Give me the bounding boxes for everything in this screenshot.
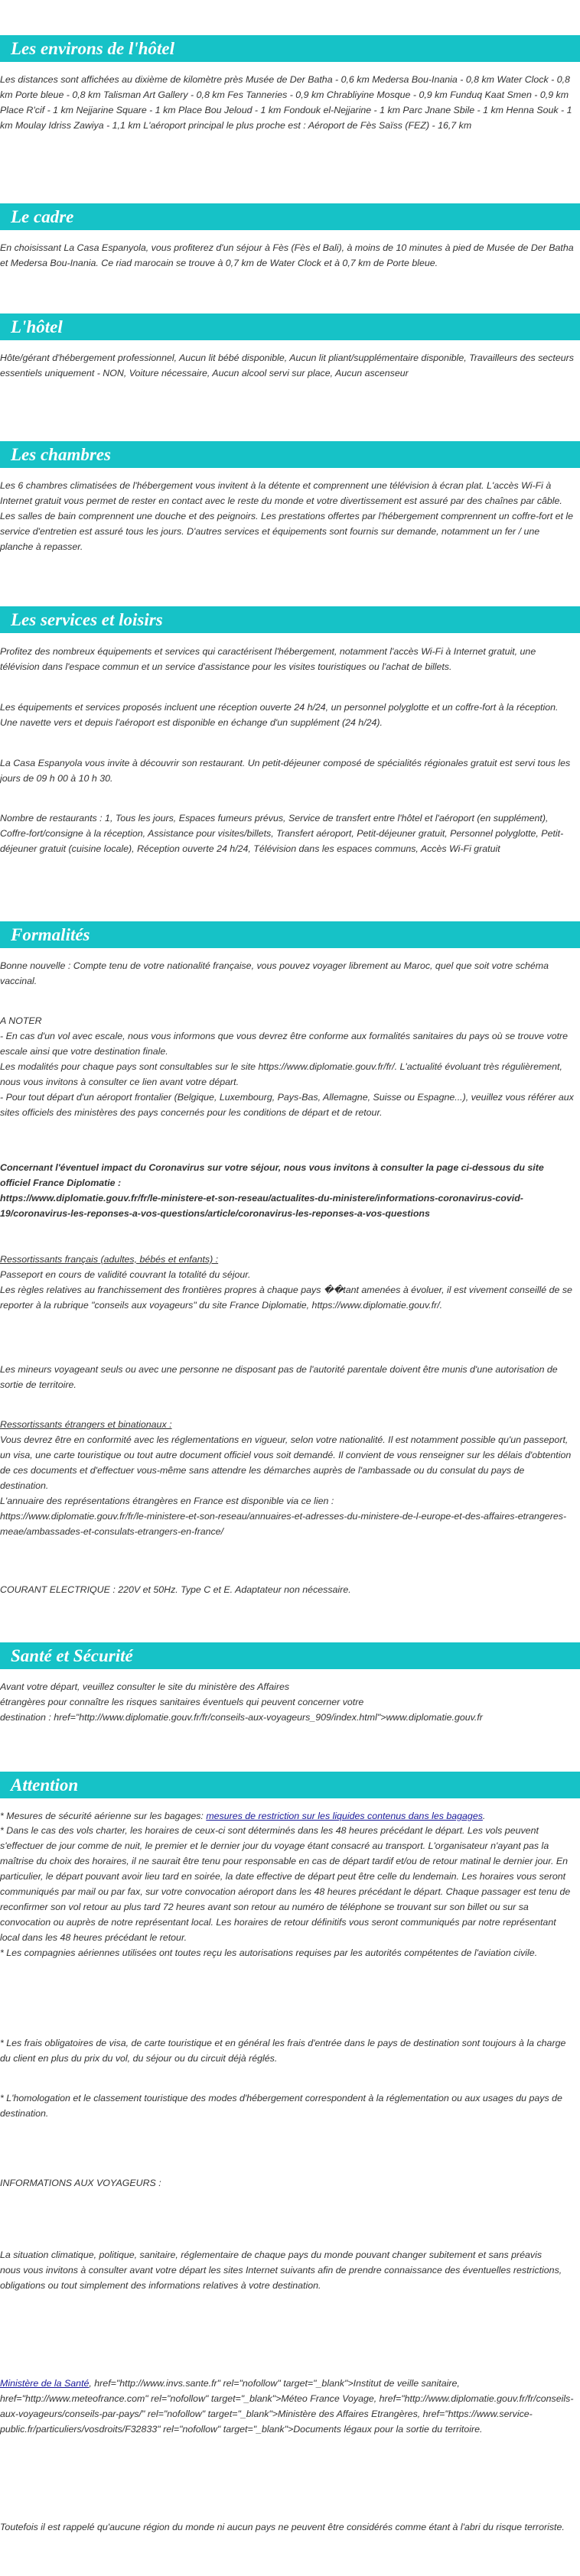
section-title-environs: Les environs de l'hôtel (0, 35, 580, 62)
attention-homologation: * L'homologation et le classement touristique des modes d'hébergement correspondent à la réglementation ou aux usages du pays de destination. (0, 2093, 565, 2119)
environs-text: Les distances sont affichées au dixième de kilomètre près Musée de Der Batha - 0,6 km Medersa Bou-Inania - 0,8 km Water Clock - 0,8 km Porte bleue - 0,8 km Talisman Art Gallery - 0,8 km Fes Tanneries - 0,9 km Chrabliyine Mosque - 0,9 km Funduq Kaat Smen - 0,9 km Place R'cif - 1 km Nejjarine Square - 1 km Place Bou Jeloud - 1 km Fondouk el-Nejjarine - 1 km Parc Jnane Sbile - 1 km Henna Souk - 1 km Moulay Idriss Zawiya - 1,1 km L'aéroport principal le plus proche est : Aéroport de Fès Saïss (FEZ) - 16,7 km (0, 74, 575, 131)
services-text-1: Profitez des nombreux équipements et services qui caractérisent l'hébergement, notamment l'accès Wi-Fi à Internet gratuit, une télévision dans l'espace commun et un service d'assistance pour les visites touristiques ou l'achat de billets. (0, 646, 539, 672)
section-title-services: Les services et loisirs (0, 606, 580, 633)
attention-charter: * Dans le cas des vols charter, les horaires de ceux-ci sont déterminés dans les 48 heures précédant le départ. Les vols peuvent s'effectuer de jour comme de nuit, le premier et le dernier jour du voyage étant consacré au transport. L'organisateur n'ayant pas la maîtrise du choix des horaires, il ne saurait être tenu pour responsable en cas de départ tardif et/ou de retour matinal le dernier jour. En particulier, le départ pouvant avoir lieu tard en soirée, la date effective de départ peut être celle du lendemain. Les horaires vous seront communiqués par mail ou par fax, sur votre convocation aéroport dans les 48 heures précédant le départ. Chaque passager est tenu de reconfirmer son vol retour au plus tard 72 heures avant son retour au numéro de téléphone se trouvant sur son billet ou sur sa convocation ou auprès de notre représentant local. Les horaires de retour définitifs vous seront communiqués par notre représentant local dans les 48 heures précédant le retour. * Les compagnies aériennes utilisées ont toutes reçu les autorisations requises par les autorités compétentes de l'aviation civile. (0, 1825, 571, 1958)
section-title-cadre: Le cadre (0, 203, 580, 230)
services-text-3: La Casa Espanyola vous invite à découvrir son restaurant. Un petit-déjeuner composé de spécialités régionales gratuit est servi tous les jours de 09 h 00 à 10 h 30. (0, 758, 573, 784)
chambres-text: Les 6 chambres climatisées de l'hébergement vous invitent à la détente et comprennent une télévision à écran plat. L'accès Wi-Fi à Internet gratuit vous permet de rester en contact avec le reste du monde et votre divertissement est assuré par des chaînes par câble. Les salles de bain comprennent une douche et des peignoirs. Les prestations offertes par l'hébergement comprennent un coffre-fort et le service d'entretien est assuré tous les jours. D'autres services et équipements sont fournis sur demande, notamment un fer / une planche à repasser. (0, 480, 576, 552)
formalites-text-1: Bonne nouvelle : Compte tenu de votre nationalité française, vous pouvez voyager librement au Maroc, quel que soit votre schéma vaccinal. (0, 960, 552, 986)
ressortissants-etrangers-heading: Ressortissants étrangers et binationaux : (0, 1419, 172, 1430)
services-text-4: Nombre de restaurants : 1, Tous les jours, Espaces fumeurs prévus, Service de transfert entre l'hôtel et l'aéroport (en supplément), Coffre-fort/consigne à la réception, Assistance pour visites/billets, Transfert aéroport, Petit-déjeuner gratuit, Personnel polyglotte, Petit-déjeuner gratuit (cuisine locale), Réception ouverte 24 h/24, Télévision dans les espaces communs, Accès Wi-Fi gratuit (0, 813, 564, 854)
sante-text: Avant votre départ, veuillez consulter le site du ministère des Affaires étrangères pour connaître les risques sanitaires éventuels qui peuvent concerner votre destination : href="http://www.diplomatie.gouv.fr/fr/conseils-aux-voyageurs_909/index.html">www.diplomatie.gouv.fr (0, 1681, 483, 1723)
bagages-prefix: * Mesures de sécurité aérienne sur les bagages: (0, 1811, 207, 1821)
formalites-ressortissants-etrangers (0, 1417, 574, 1539)
attention-situation: La situation climatique, politique, sanitaire, réglementaire de chaque pays du monde pouvant changer subitement et sans préavis nous vous invitons à consulter avant votre départ les sites Internet suivants afin de prendre connaissance des éventuelles restrictions, obligations ou tout simplement des informations relatives à votre destination. (0, 2250, 562, 2291)
formalites-mineurs: Les mineurs voyageant seuls ou avec une personne ne disposant pas de l'autorité parentale doivent être munis d'une autorisation de sortie de territoire. (0, 1364, 561, 1390)
attention-visa: * Les frais obligatoires de visa, de carte touristique et en général les frais d'entrée dans le pays de destination sont toujours à la charge du client en plus du prix du vol, du séjour ou du circuit déjà réglés. (0, 2038, 569, 2064)
attention-sites (0, 2376, 574, 2437)
ressortissants-francais-body: Passeport en cours de validité couvrant la totalité du séjour. Les règles relatives au franchissement des frontières propres à chaque pays ��tant amenées à évoluer, il est vivement conseillé de se reporter à la rubrique "conseils aux voyageurs" du site France Diplomatie, https://www.diplomatie.gouv.fr/. (0, 1269, 572, 1311)
services-text-2: Les équipements et services proposés incluent une réception ouverte 24 h/24, un personnel polyglotte et un coffre-fort à la réception. Une navette vers et depuis l'aéroport est disponible en échange d'un supplément (24 h/24). (0, 702, 561, 728)
hotel-text: Hôte/gérant d'hébergement professionnel, Aucun lit bébé disponible, Aucun lit pliant/supplémentaire disponible, Travailleurs des secteurs essentiels uniquement - NON, Voiture nécessaire, Aucun alcool servi sur place, Aucun ascenseur (0, 352, 577, 378)
bagages-restriction-link[interactable]: mesures de restriction sur les liquides contenus dans les bagages (206, 1811, 483, 1821)
section-title-chambres: Les chambres (0, 441, 580, 468)
ressortissants-etrangers-body: Vous devrez être en conformité avec les réglementations en vigueur, selon votre nationalité. Il est notamment possible qu'un passeport, un visa, une carte touristique ou tout autre document officiel vous soit demandé. Il convient de vous renseigner sur les délais d'obtention de ces documents et d'effectuer vous-même sans attendre les démarches auprès de l'ambassade ou du consulat du pays de destination. L'annuaire des représentations étrangères en France est disponible via ce lien : https://www.diplomatie.gouv.fr/fr/le-ministere-et-son-reseau/annuaires-et-adresses-du-ministere-de-l-europe-et-des-affaires-etrangeres-meae/ambassades-et-consulats-etrangers-en-france/ (0, 1434, 572, 1537)
section-title-formalites: Formalités (0, 921, 580, 948)
attention-bagages (0, 1808, 574, 1824)
cadre-text: En choisissant La Casa Espanyola, vous profiterez d'un séjour à Fès (Fès el Bali), à moins de 10 minutes à pied de Musée de Der Batha et Medersa Bou-Inania. Ce riad marocain se trouve à 0,7 km de Water Clock et à 0,7 km de Porte bleue. (0, 242, 577, 268)
bagages-suffix: . (482, 1811, 486, 1821)
section-title-sante: Santé et Sécurité (0, 1642, 580, 1669)
section-title-attention: Attention (0, 1772, 580, 1798)
sites-list: , href="http://www.invs.sante.fr" rel="nofollow" target="_blank">Institut de veille sanitaire, href="http://www.meteofrance.com" rel="nofollow" target="_blank">Méteo France Voyage, href="http://www.diplomatie.gouv.fr/fr/conseils-aux-voyageurs/conseils-par-pays/" rel="nofollow" target="_blank">Ministère des Affaires Etrangères, href="https://www.service-public.fr/particuliers/vosdroits/F32833" rel="nofollow" target="_blank">Documents légaux pour la sortie du territoire. (0, 2378, 574, 2435)
attention-terrorisme: Toutefois il est rappelé qu'aucune région du monde ni aucun pays ne peuvent être considérés comme étant à l'abri du risque terroriste. (0, 2522, 565, 2532)
formalites-note: A NOTER - En cas d'un vol avec escale, nous vous informons que vous devrez être conforme aux formalités sanitaires du pays où se trouve votre escale ainsi que votre destination finale. Les modalités pour chaque pays sont consultables sur le site https://www.diplomatie.gouv.fr/fr/. L'actualité évoluant très régulièrement, nous vous invitons à consulter ce lien avant votre départ. - Pour tout départ d'un aéroport frontalier (Belgique, Luxembourg, Pays-Bas, Allemagne, Suisse ou Espagne...), veuillez vous référer aux sites officiels des ministères des pays concernés pour les conditions de départ et de retour. (0, 1015, 574, 1118)
formalites-ressortissants-francais (0, 1252, 574, 1313)
ministere-sante-link[interactable]: Ministère de la Santé (0, 2378, 90, 2389)
formalites-courant: COURANT ELECTRIQUE : 220V et 50Hz. Type C et E. Adaptateur non nécessaire. (0, 1584, 351, 1595)
attention-informations-voyageurs: INFORMATIONS AUX VOYAGEURS : (0, 2178, 161, 2188)
formalites-coronavirus: Concernant l'éventuel impact du Coronavirus sur votre séjour, nous vous invitons à consulter la page ci-dessous du site officiel France Diplomatie : https://www.diplomatie.gouv.fr/fr/le-ministere-et-son-reseau/actualites-du-ministere/informations-coronavirus-covid-19/coronavirus-les-reponses-a-vos-questions/article/coronavirus-les-reponses-a-vos-questions (0, 1162, 544, 1219)
ressortissants-francais-heading: Ressortissants français (adultes, bébés et enfants) : (0, 1254, 219, 1265)
section-title-hotel: L'hôtel (0, 313, 580, 340)
